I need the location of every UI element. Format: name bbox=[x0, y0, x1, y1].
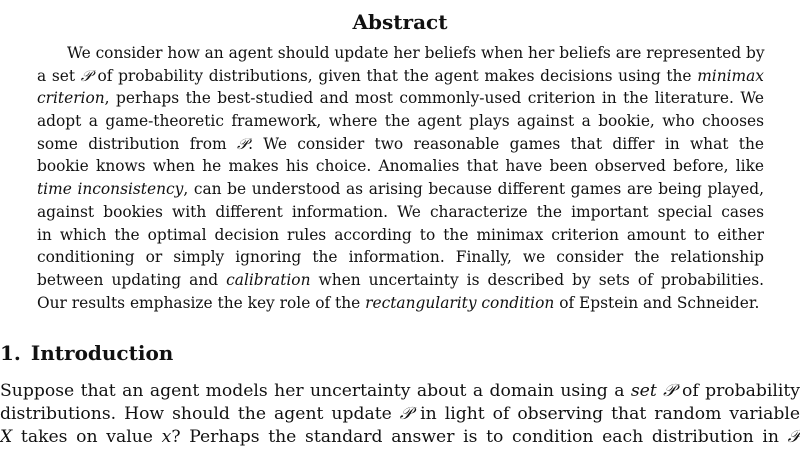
intro-line bbox=[0, 403, 800, 426]
text-run: , perhaps the best-studied and most commonly-used criterion in the literature. We bbox=[104, 89, 764, 108]
intro-line bbox=[0, 426, 800, 449]
abstract-line bbox=[37, 133, 764, 156]
emphasis-text: criterion bbox=[37, 89, 105, 108]
text-run: We consider how an agent should update her beliefs when her beliefs are represented by bbox=[67, 44, 765, 62]
abstract-line bbox=[37, 269, 764, 292]
text-run: takes on value bbox=[12, 427, 162, 447]
math-symbol: 𝒫 bbox=[787, 427, 800, 447]
abstract-line bbox=[37, 155, 764, 178]
intro-line bbox=[0, 380, 800, 403]
emphasis-text: minimax bbox=[697, 66, 764, 85]
text-run: of probability distributions, given that the agent makes decisions using the bbox=[91, 66, 698, 85]
text-run: of probability bbox=[675, 381, 800, 401]
abstract-line bbox=[37, 178, 764, 201]
text-run: ? Perhaps the standard answer is to condition each distribution in bbox=[171, 427, 788, 447]
emphasis-text: rectangularity condition bbox=[365, 293, 555, 312]
abstract-body bbox=[37, 42, 764, 314]
section-number: 1. bbox=[0, 341, 21, 365]
emphasis-text: time inconsistency bbox=[37, 180, 184, 199]
abstract-heading: Abstract bbox=[352, 10, 448, 34]
text-run: in light of observing that random variable bbox=[412, 404, 800, 424]
text-run: when uncertainty is described by sets of probabilities. bbox=[310, 270, 764, 289]
abstract-line bbox=[37, 246, 764, 269]
section-title: Introduction bbox=[30, 341, 174, 365]
abstract-line bbox=[37, 87, 764, 110]
emphasis-text: set bbox=[630, 381, 657, 401]
math-symbol: 𝒫 bbox=[80, 66, 92, 85]
text-run: , can be understood as arising because different games are being played, bbox=[183, 180, 764, 199]
text-run: of Epstein and Schneider. bbox=[554, 293, 760, 312]
text-run: Our results emphasize the key role of the bbox=[37, 293, 366, 312]
abstract-line bbox=[37, 42, 764, 65]
abstract-line bbox=[37, 110, 764, 133]
text-run: distributions. How should the agent update bbox=[0, 404, 400, 424]
text-run: against bookies with different information. We characterize the important special cases bbox=[37, 202, 764, 221]
math-symbol: 𝒫 bbox=[399, 404, 413, 424]
math-variable: X bbox=[0, 427, 13, 447]
intro-body bbox=[0, 380, 800, 449]
abstract-line bbox=[37, 292, 764, 315]
abstract-line bbox=[37, 65, 764, 88]
text-run: some distribution from bbox=[37, 134, 237, 153]
text-run: . We consider two reasonable games that differ in what the bbox=[248, 134, 764, 153]
abstract-line bbox=[37, 224, 764, 247]
text-run: bookie knows when he makes his choice. Anomalies that have been observed before, like bbox=[37, 157, 764, 176]
text-run: between updating and bbox=[37, 270, 227, 289]
math-symbol: 𝒫 bbox=[663, 381, 676, 401]
emphasis-text: calibration bbox=[226, 270, 311, 289]
text-run: conditioning or simply ignoring the information. Finally, we consider the relationship bbox=[37, 248, 764, 267]
math-variable: x bbox=[161, 427, 172, 447]
text-run: in which the optimal decision rules according to the minimax criterion amount to either bbox=[37, 225, 764, 244]
text-run: Suppose that an agent models her uncertainty about a domain using a bbox=[0, 381, 631, 401]
math-symbol: 𝒫 bbox=[236, 134, 249, 153]
text-run: a set bbox=[37, 66, 81, 85]
section-heading bbox=[0, 340, 173, 366]
text-run: adopt a game-theoretic framework, where the agent plays against a bookie, who chooses bbox=[37, 112, 764, 131]
abstract-line bbox=[37, 201, 764, 224]
